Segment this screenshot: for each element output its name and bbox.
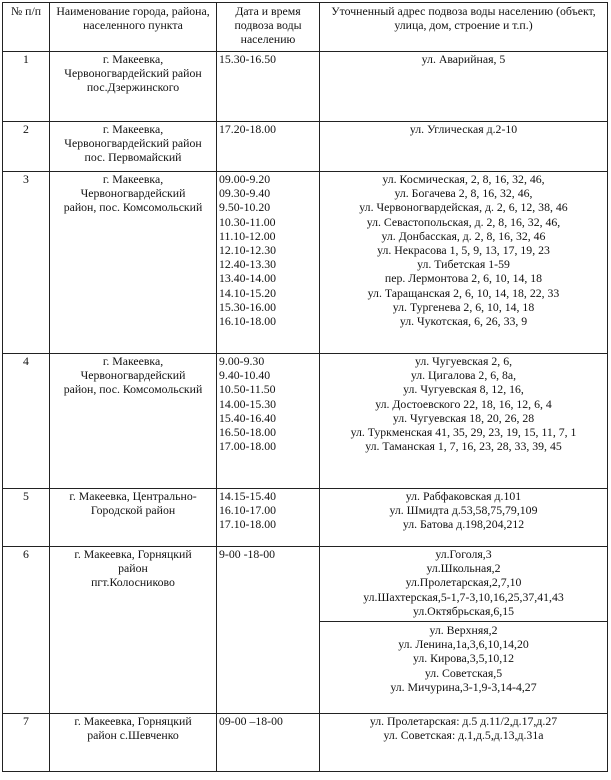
address-line: ул. Советская: д.1,д.5,д.13,д.31а — [383, 728, 544, 743]
table-row — [3, 122, 608, 172]
address-line: ул. Батова д.198,204,212 — [402, 517, 525, 532]
locality-cell — [50, 172, 217, 354]
time-slot: 13.40-14.00 — [219, 271, 277, 286]
address-line: пер. Лермонтова 2, 6, 10, 14, 18 — [384, 271, 543, 286]
address-subgroup — [320, 621, 607, 694]
time-slot: 10.30-11.00 — [219, 214, 276, 229]
time-slot: 17.00-18.00 — [219, 439, 277, 454]
time-slot: 12.40-13.30 — [219, 257, 277, 272]
address-line: ул. Рабфаковская д.101 — [405, 489, 522, 503]
time-slot: 10.50-11.50 — [219, 382, 276, 397]
row-number: 1 — [3, 52, 50, 122]
time-slot: 15.30-16.50 — [219, 52, 277, 66]
address-line: ул.Гоголя,3 — [435, 547, 492, 561]
locality-line: г. Макеевка, Горняцкий — [74, 547, 192, 561]
time-cell — [217, 489, 320, 547]
address-cell — [320, 122, 608, 172]
time-slot: 16.10-18.00 — [219, 314, 277, 329]
time-slot: 16.50-18.00 — [219, 425, 277, 440]
address-line: ул. Некрасова 1, 5, 9, 13, 17, 19, 23 — [377, 243, 550, 258]
address-line: ул. Тургенева 2, 6, 10, 14, 18 — [392, 299, 535, 314]
address-line: ул. Аварийная, 5 — [421, 52, 506, 66]
time-slot: 9.40-10.40 — [219, 368, 271, 383]
time-slot: 17.20-18.00 — [219, 122, 277, 136]
address-line: ул. Кирова,3,5,10,12 — [413, 651, 514, 666]
time-cell — [217, 172, 320, 354]
locality-cell — [50, 52, 217, 122]
address-line: ул. Богачева 2, 8, 16, 32, 46, — [394, 186, 533, 201]
locality-line: г. Макеевка, — [102, 52, 164, 66]
locality-line: г. Макеевка, — [102, 122, 164, 136]
time-slot: 14.15-15.40 — [219, 489, 277, 503]
address-cell — [320, 489, 608, 547]
header-row — [3, 3, 608, 52]
locality-line: Червоногвардейский район — [64, 66, 202, 81]
time-slot: 15.30-16.00 — [219, 299, 277, 314]
table-row — [3, 547, 608, 714]
time-slot: 12.10-12.30 — [219, 243, 277, 258]
address-line: ул. Чукотская, 6, 26, 33, 9 — [399, 314, 528, 329]
address-line: ул.Шахтерская,5-1,7-3,10,16,25,37,41,43 — [363, 589, 564, 604]
row-number: 6 — [3, 547, 50, 714]
time-slot: 17.10-18.00 — [219, 517, 277, 532]
time-slot: 9.00-9.30 — [219, 354, 265, 368]
address-cell — [320, 714, 608, 772]
time-cell — [217, 714, 320, 772]
locality-line: пгт.Колосниково — [91, 575, 175, 590]
water-schedule-table — [2, 2, 608, 772]
time-cell — [217, 547, 320, 714]
table-row — [3, 714, 608, 772]
address-line: ул. Чугуевская 8, 12, 16, — [403, 382, 524, 397]
address-line: ул. Космическая, 2, 8, 16, 32, 46, — [382, 172, 545, 186]
time-slot: 9.50-10.20 — [219, 200, 271, 215]
address-line: ул. Тибетская 1-59 — [417, 257, 510, 272]
address-line: ул.Школьная,2 — [426, 561, 501, 576]
address-line: ул. Таращанская 2, 6, 10, 14, 18, 22, 33 — [367, 285, 560, 300]
locality-line: г. Макеевка, Горняцкий — [74, 714, 192, 728]
locality-line: г. Макеевка, — [102, 354, 164, 368]
header-name: Наименование города, района, населенного пункта — [50, 3, 217, 52]
row-number: 5 — [3, 489, 50, 547]
address-line: ул. Таманская 1, 7, 16, 23, 28, 33, 39, 45 — [365, 439, 562, 454]
address-cell — [320, 52, 608, 122]
locality-line: Городской район — [90, 503, 176, 518]
address-line: ул. Достоевского 22, 18, 16, 12, 6, 4 — [375, 396, 552, 411]
address-line: ул. Советская,5 — [424, 665, 503, 680]
header-address: Уточненный адрес подвоза воды населению (объект, улица, дом, строение и т.п.) — [320, 3, 608, 52]
time-slot: 16.10-17.00 — [219, 503, 277, 518]
locality-line: район с.Шевченко — [87, 728, 179, 743]
address-cell — [320, 354, 608, 489]
address-line: ул. Чугуевская 18, 20, 26, 28 — [392, 410, 535, 425]
locality-cell — [50, 547, 217, 714]
time-slot: 14.10-15.20 — [219, 285, 277, 300]
table-row — [3, 52, 608, 122]
locality-line: Червоногвардейский — [80, 368, 186, 383]
address-line: ул.Пролетарская,2,7,10 — [405, 575, 522, 590]
locality-line: район — [118, 561, 148, 576]
locality-line: район, пос. Комсомольский — [63, 200, 203, 215]
address-cell — [320, 547, 608, 714]
header-no: № п/п — [3, 3, 50, 52]
locality-line: Червоногвардейский — [80, 186, 186, 201]
header-time: Дата и время подвоза воды населению — [217, 3, 320, 52]
time-slot: 09.00-9.20 — [219, 172, 271, 186]
locality-cell — [50, 714, 217, 772]
row-number: 4 — [3, 354, 50, 489]
time-slot: 09.30-9.40 — [219, 186, 271, 201]
address-cell — [320, 172, 608, 354]
row-number: 2 — [3, 122, 50, 172]
locality-cell — [50, 122, 217, 172]
time-cell — [217, 122, 320, 172]
time-slot: 14.00-15.30 — [219, 396, 277, 411]
address-line: ул. Шмидта д.53,58,75,79,109 — [389, 503, 538, 518]
locality-cell — [50, 354, 217, 489]
time-slot: 9-00 -18-00 — [219, 547, 276, 561]
locality-cell — [50, 489, 217, 547]
address-line: ул. Углическая д.2-10 — [409, 122, 518, 136]
address-line: ул. Верхняя,2 — [429, 623, 498, 638]
address-line: ул. Червоногвардейская, д. 2, 6, 12, 38, 46 — [359, 200, 568, 215]
table-row — [3, 354, 608, 489]
row-number: 7 — [3, 714, 50, 772]
time-cell — [217, 52, 320, 122]
address-line: ул. Мичурина,3-1,9-3,14-4,27 — [390, 679, 537, 694]
address-line: ул. Чугуевская 2, 6, — [414, 354, 513, 368]
time-cell — [217, 354, 320, 489]
locality-line: пос. Первомайский — [84, 150, 182, 165]
address-line: ул. Туркменская 41, 35, 29, 23, 19, 15, 11, 7, 1 — [350, 425, 577, 440]
address-line: ул.Октябрьская,6,15 — [412, 603, 515, 618]
address-line: ул. Ленина,1а,3,6,10,14,20 — [398, 637, 529, 652]
table-row — [3, 489, 608, 547]
time-slot: 09-00 –18-00 — [219, 714, 283, 728]
address-line: ул. Пролетарская: д.5 д.11/2,д.17,д.27 — [369, 714, 558, 728]
address-line: ул. Донбасская, д. 2, 8, 16, 32, 46 — [381, 228, 546, 243]
address-line: ул. Севастопольская, д. 2, 8, 16, 32, 46, — [366, 214, 561, 229]
locality-line: г. Макеевка, — [102, 172, 164, 186]
locality-line: район, пос. Комсомольский — [63, 382, 203, 397]
address-line: ул. Цигалова 2, 6, 8а, — [410, 368, 517, 383]
locality-line: Червоногвардейский район — [64, 136, 202, 151]
time-slot: 15.40-16.40 — [219, 410, 277, 425]
time-slot: 11.10-12.00 — [219, 228, 276, 243]
locality-line: г. Макеевка, Центрально- — [69, 489, 197, 503]
table-row — [3, 172, 608, 354]
locality-line: пос.Дзержинского — [86, 80, 180, 95]
row-number: 3 — [3, 172, 50, 354]
